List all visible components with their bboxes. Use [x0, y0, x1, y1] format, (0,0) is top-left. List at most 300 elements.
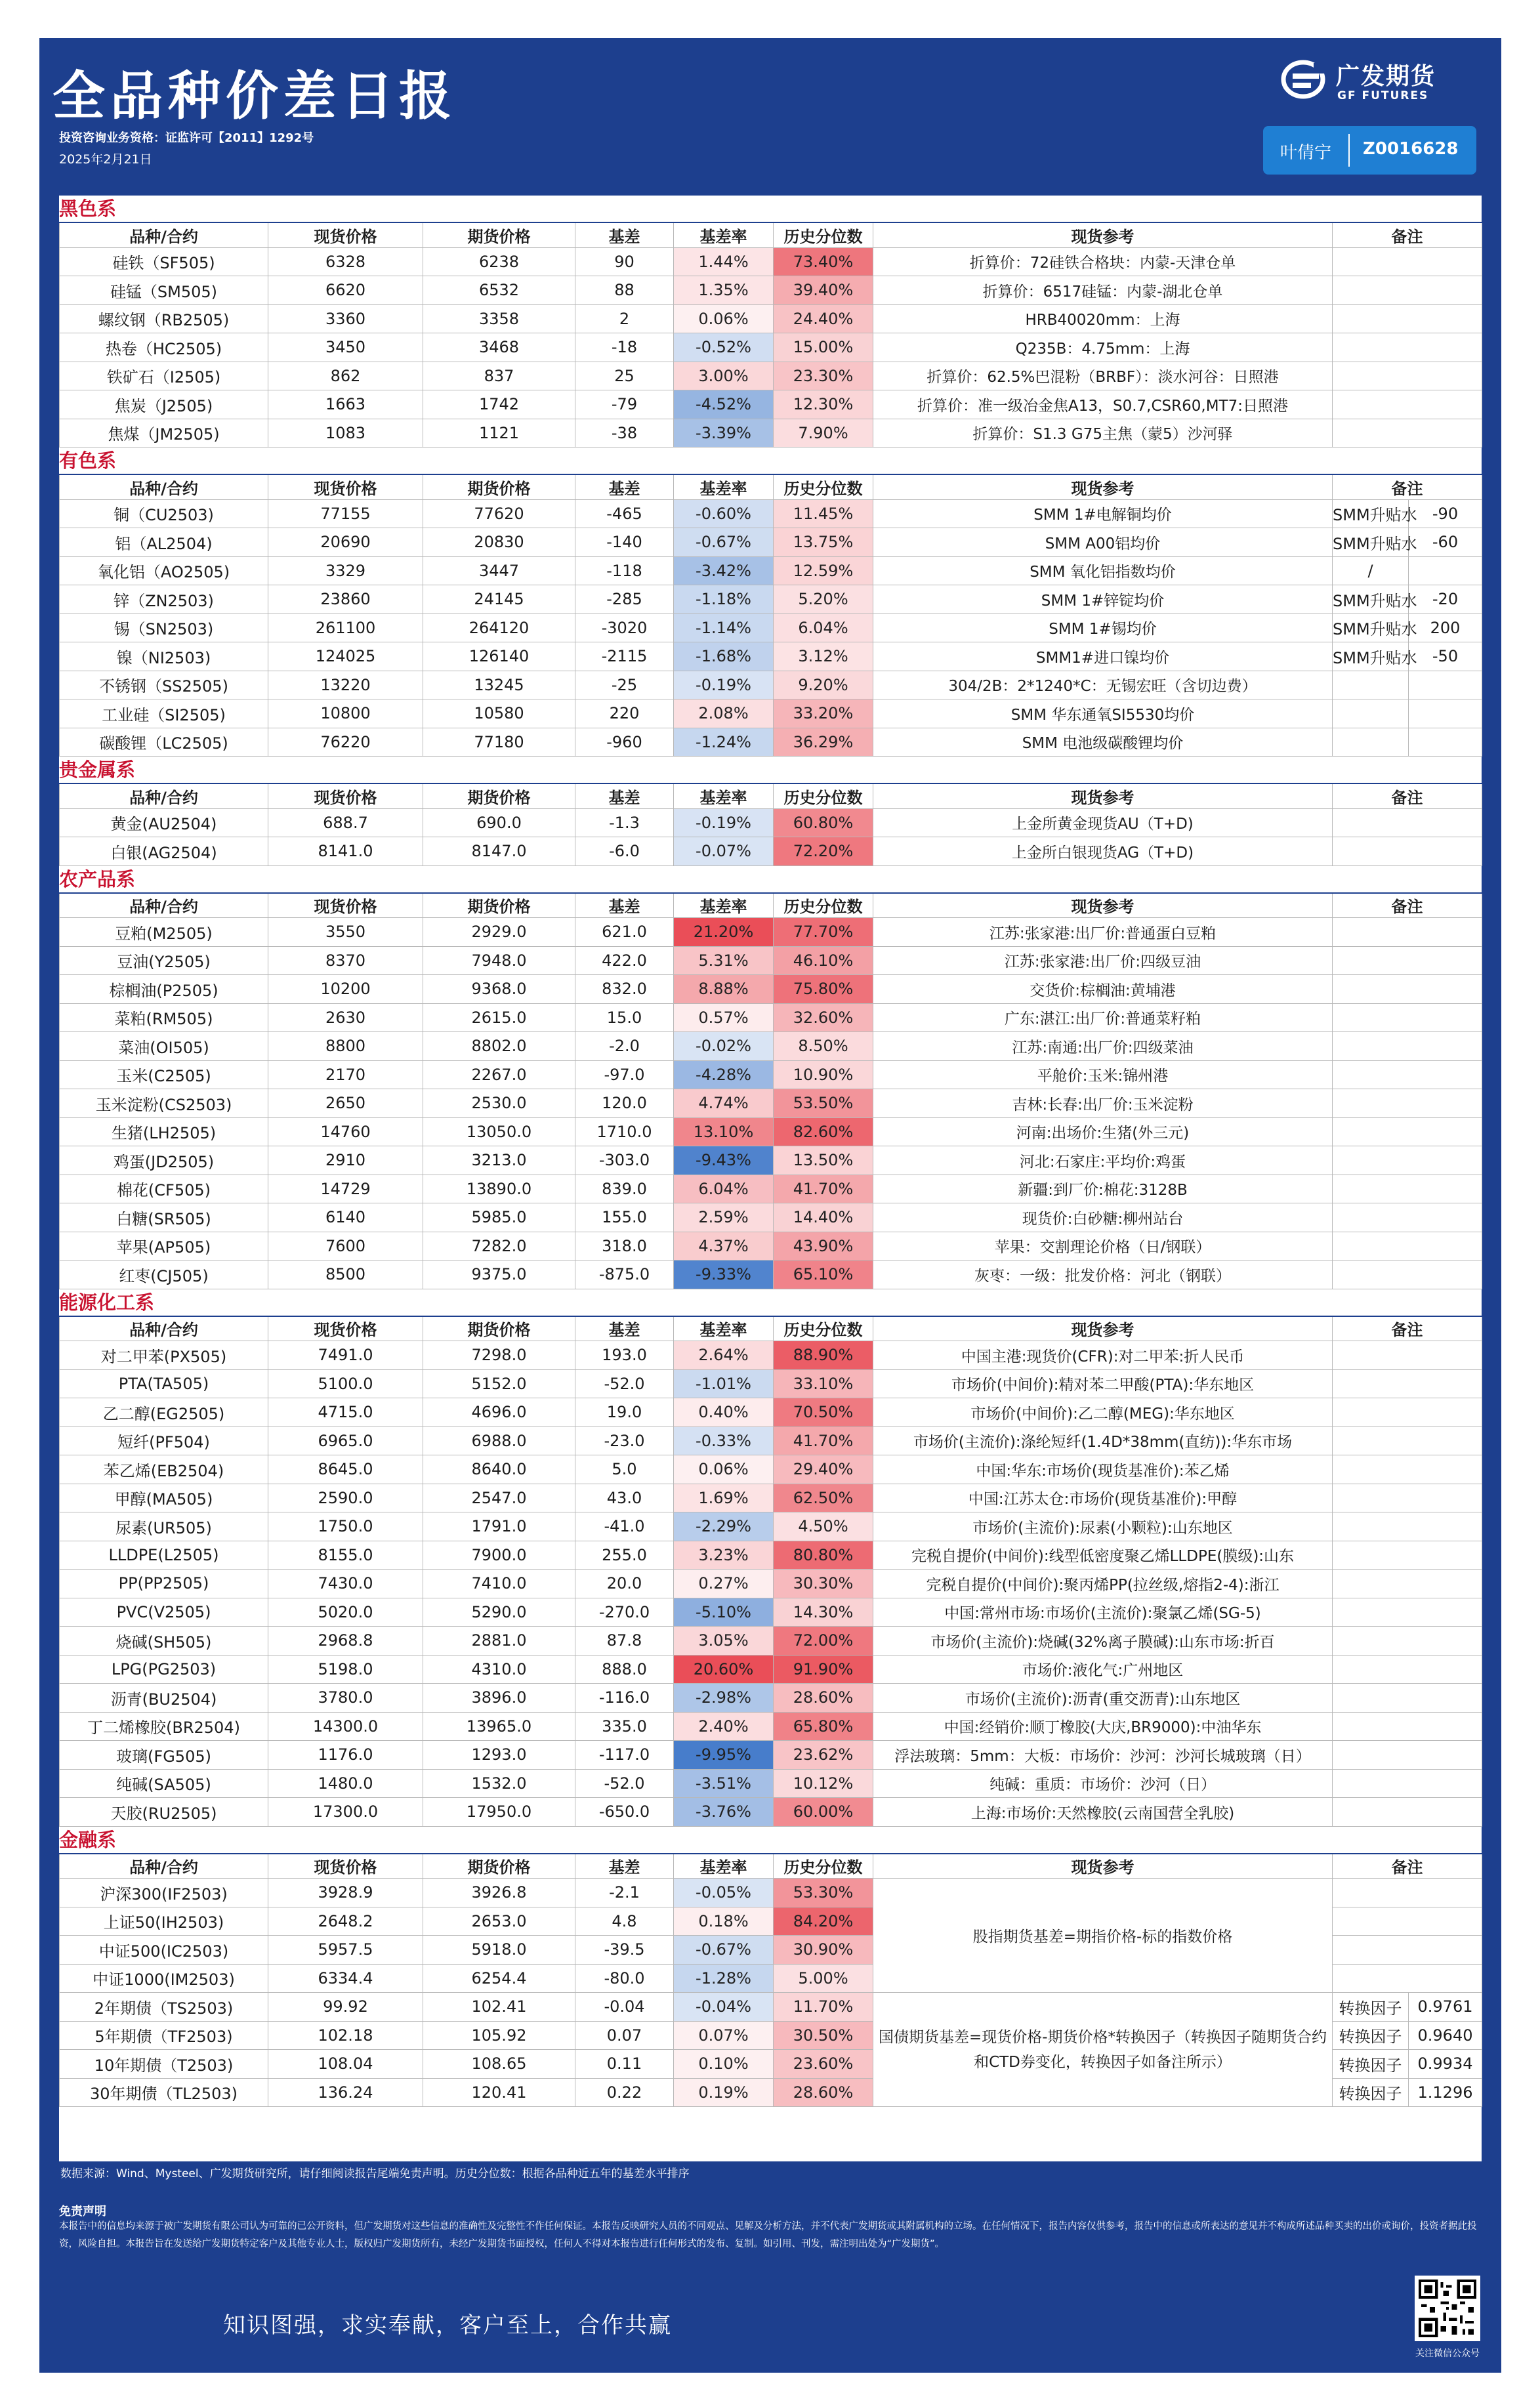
table-row	[60, 1512, 1482, 1541]
contract-cell: 玉米淀粉(CS2503)	[60, 1089, 268, 1118]
note-label-cell: 转换因子	[1333, 1993, 1409, 2022]
basis-cell: 15.0	[575, 1003, 674, 1032]
basis-cell: 621.0	[575, 918, 674, 947]
futures-price-cell: 2615.0	[423, 1003, 575, 1032]
spot-price-cell: 7600	[268, 1232, 423, 1260]
basis-rate-cell: 4.74%	[674, 1089, 774, 1118]
spot-price-cell: 99.92	[268, 1993, 423, 2022]
basis-rate-cell: -1.01%	[674, 1369, 774, 1398]
contract-cell: 铝（AL2504)	[60, 528, 268, 557]
spot-reference-cell: 市场价(主流价):沥青(重交沥青):山东地区	[873, 1684, 1333, 1713]
spot-price-cell: 6328	[268, 247, 423, 276]
spot-price-cell: 2630	[268, 1003, 423, 1032]
column-header-rate: 基差率	[674, 475, 774, 499]
column-header-basis: 基差	[575, 475, 674, 499]
report-date: 2025年2月21日	[59, 152, 152, 167]
futures-price-cell: 7948.0	[423, 946, 575, 975]
basis-cell: 318.0	[575, 1232, 674, 1260]
spot-price-cell: 23860	[268, 585, 423, 614]
table-row	[60, 1769, 1482, 1798]
column-header-rate: 基差率	[674, 223, 774, 247]
basis-cell: -80.0	[575, 1964, 674, 1993]
section-title: 金融系	[59, 1827, 1482, 1854]
futures-price-cell: 13050.0	[423, 1117, 575, 1146]
contract-cell: 天胶(RU2505)	[60, 1798, 268, 1827]
spot-reference-cell: 中国:经销价:顺丁橡胶(大庆,BR9000):中油华东	[873, 1712, 1333, 1741]
spot-price-cell: 5198.0	[268, 1655, 423, 1684]
table-header-row	[60, 894, 1482, 918]
basis-cell: -79	[575, 390, 674, 419]
contract-cell: LPG(PG2503)	[60, 1655, 268, 1684]
section-table	[59, 1854, 1482, 2108]
basis-cell: -285	[575, 585, 674, 614]
note-cell	[1333, 946, 1482, 975]
note-cell	[1333, 276, 1482, 305]
futures-price-cell: 17950.0	[423, 1798, 575, 1827]
basis-rate-cell: 3.00%	[674, 362, 774, 390]
spot-price-cell: 3550	[268, 918, 423, 947]
contract-cell: 氧化铝（AO2505)	[60, 556, 268, 585]
table-row	[60, 837, 1482, 866]
table-row	[60, 1060, 1482, 1089]
basis-rate-cell: -0.04%	[674, 1993, 774, 2022]
percentile-cell: 12.59%	[774, 556, 873, 585]
section-table	[59, 475, 1482, 757]
percentile-cell: 23.62%	[774, 1741, 873, 1770]
spot-reference-cell: 灰枣：一级：批发价格：河北（钢联）	[873, 1260, 1333, 1289]
basis-cell: -18	[575, 333, 674, 362]
column-header-ref: 现货参考	[873, 223, 1333, 247]
spot-reference-cell: 河南:出场价:生猪(外三元)	[873, 1117, 1333, 1146]
column-header-note: 备注	[1333, 475, 1482, 499]
basis-cell: -2.0	[575, 1032, 674, 1061]
spot-price-cell: 1663	[268, 390, 423, 419]
column-header-futures: 期货价格	[423, 223, 575, 247]
spot-reference-cell: HRB40020mm：上海	[873, 304, 1333, 333]
table-header-row	[60, 1854, 1482, 1879]
percentile-cell: 77.70%	[774, 918, 873, 947]
spot-price-cell: 3360	[268, 304, 423, 333]
note-value-cell	[1409, 728, 1482, 757]
contract-cell: 中证500(IC2503)	[60, 1936, 268, 1965]
spot-reference-cell: 折算价：6517硅锰：内蒙-湖北仓单	[873, 276, 1333, 305]
basis-cell: -1.3	[575, 808, 674, 837]
basis-cell: -140	[575, 528, 674, 557]
note-cell	[1333, 1060, 1482, 1089]
contract-cell: 菜油(OI505)	[60, 1032, 268, 1061]
percentile-cell: 73.40%	[774, 247, 873, 276]
basis-rate-cell: -0.60%	[674, 499, 774, 528]
futures-price-cell: 8640.0	[423, 1455, 575, 1484]
futures-price-cell: 4696.0	[423, 1398, 575, 1427]
column-header-contract: 品种/合约	[60, 475, 268, 499]
futures-price-cell: 126140	[423, 642, 575, 671]
basis-rate-cell: -9.43%	[674, 1146, 774, 1175]
note-label-cell: SMM升贴水	[1333, 642, 1409, 671]
basis-cell: -6.0	[575, 837, 674, 866]
contract-cell: 焦煤（JM2505)	[60, 419, 268, 448]
contract-cell: 对二甲苯(PX505)	[60, 1341, 268, 1370]
percentile-cell: 7.90%	[774, 419, 873, 448]
note-value-cell: -60	[1409, 528, 1482, 557]
basis-cell: -118	[575, 556, 674, 585]
table-row	[60, 1655, 1482, 1684]
basis-cell: 220	[575, 699, 674, 728]
basis-rate-cell: 2.40%	[674, 1712, 774, 1741]
percentile-cell: 39.40%	[774, 276, 873, 305]
basis-cell: 43.0	[575, 1484, 674, 1512]
basis-cell: 120.0	[575, 1089, 674, 1118]
spot-price-cell: 2590.0	[268, 1484, 423, 1512]
note-label-cell	[1333, 728, 1409, 757]
basis-rate-cell: -3.42%	[674, 556, 774, 585]
percentile-cell: 30.50%	[774, 2021, 873, 2050]
basis-rate-cell: 1.69%	[674, 1484, 774, 1512]
contract-cell: 豆油(Y2505)	[60, 946, 268, 975]
contract-cell: 白糖(SR505)	[60, 1203, 268, 1232]
contract-cell: 沥青(BU2504)	[60, 1684, 268, 1713]
spot-price-cell: 10200	[268, 975, 423, 1004]
table-header-row	[60, 475, 1482, 499]
futures-price-cell: 1121	[423, 419, 575, 448]
futures-price-cell: 2267.0	[423, 1060, 575, 1089]
spot-reference-cell: 折算价：62.5%巴混粉（BRBF）：淡水河谷：日照港	[873, 362, 1333, 390]
spot-price-cell: 688.7	[268, 808, 423, 837]
futures-price-cell: 7900.0	[423, 1541, 575, 1570]
basis-rate-cell: -3.51%	[674, 1769, 774, 1798]
contract-cell: 硅锰（SM505)	[60, 276, 268, 305]
basis-rate-cell: 3.05%	[674, 1627, 774, 1656]
percentile-cell: 60.80%	[774, 808, 873, 837]
basis-rate-cell: -4.28%	[674, 1060, 774, 1089]
spot-reference-cell: 上海:市场价:天然橡胶(云南国营全乳胶)	[873, 1798, 1333, 1827]
basis-cell: 0.07	[575, 2021, 674, 2050]
analyst-id: Z0016628	[1363, 139, 1459, 159]
futures-price-cell: 1791.0	[423, 1512, 575, 1541]
table-row	[60, 1089, 1482, 1118]
basis-rate-cell: -1.14%	[674, 614, 774, 642]
futures-price-cell: 6238	[423, 247, 575, 276]
contract-cell: 螺纹钢（RB2505)	[60, 304, 268, 333]
basis-cell: 335.0	[575, 1712, 674, 1741]
spot-reference-cell: 市场价(中间价):乙二醇(MEG):华东地区	[873, 1398, 1333, 1427]
table-row	[60, 1741, 1482, 1770]
futures-price-cell: 102.41	[423, 1993, 575, 2022]
note-label-cell	[1333, 671, 1409, 699]
futures-price-cell: 5290.0	[423, 1598, 575, 1627]
basis-rate-cell: 20.60%	[674, 1655, 774, 1684]
note-cell	[1333, 1484, 1482, 1512]
percentile-cell: 88.90%	[774, 1341, 873, 1370]
note-cell	[1333, 1879, 1482, 1907]
table-row	[60, 1260, 1482, 1289]
basis-cell: -41.0	[575, 1512, 674, 1541]
table-row	[60, 585, 1482, 614]
basis-rate-cell: 0.06%	[674, 304, 774, 333]
percentile-cell: 36.29%	[774, 728, 873, 757]
section-table	[59, 1317, 1482, 1827]
note-cell	[1333, 1907, 1482, 1936]
table-row	[60, 1798, 1482, 1827]
percentile-cell: 62.50%	[774, 1484, 873, 1512]
spot-reference-cell: 完税自提价(中间价):聚丙烯PP(拉丝级,熔指2-4):浙江	[873, 1570, 1333, 1598]
percentile-cell: 30.90%	[774, 1936, 873, 1965]
note-cell	[1333, 1398, 1482, 1427]
column-header-rate: 基差率	[674, 1854, 774, 1879]
percentile-cell: 5.20%	[774, 585, 873, 614]
note-cell	[1333, 1455, 1482, 1484]
futures-price-cell: 20830	[423, 528, 575, 557]
futures-price-cell: 9368.0	[423, 975, 575, 1004]
contract-cell: PTA(TA505)	[60, 1369, 268, 1398]
basis-rate-cell: 2.64%	[674, 1341, 774, 1370]
spot-reference-cell: 完税自提价(中间价):线型低密度聚乙烯LLDPE(膜级):山东	[873, 1541, 1333, 1570]
contract-cell: 苹果(AP505)	[60, 1232, 268, 1260]
note-cell	[1333, 1627, 1482, 1656]
table-row	[60, 975, 1482, 1004]
column-header-basis: 基差	[575, 1854, 674, 1879]
contract-cell: 棕榈油(P2505)	[60, 975, 268, 1004]
futures-price-cell: 2530.0	[423, 1089, 575, 1118]
spot-reference-cell: 市场价(主流价):尿素(小颗粒):山东地区	[873, 1512, 1333, 1541]
percentile-cell: 75.80%	[774, 975, 873, 1004]
spot-reference-cell: 市场价(主流价):涤纶短纤(1.4D*38mm(直纺)):华东市场	[873, 1427, 1333, 1455]
futures-price-cell: 77620	[423, 499, 575, 528]
column-header-basis: 基差	[575, 894, 674, 918]
column-header-pct: 历史分位数	[774, 223, 873, 247]
table-row	[60, 1484, 1482, 1512]
spot-reference-cell: Q235B：4.75mm：上海	[873, 333, 1333, 362]
spot-reference-cell: 新疆:到厂价:棉花:3128B	[873, 1175, 1333, 1203]
table-row	[60, 1712, 1482, 1741]
percentile-cell: 80.80%	[774, 1541, 873, 1570]
section-table	[59, 223, 1482, 448]
note-cell	[1333, 837, 1482, 866]
spot-price-cell: 10800	[268, 699, 423, 728]
basis-rate-cell: -1.68%	[674, 642, 774, 671]
column-header-rate: 基差率	[674, 784, 774, 808]
percentile-cell: 60.00%	[774, 1798, 873, 1827]
basis-cell: 87.8	[575, 1627, 674, 1656]
column-header-note: 备注	[1333, 223, 1482, 247]
basis-rate-cell: -0.67%	[674, 1936, 774, 1965]
basis-rate-cell: 0.07%	[674, 2021, 774, 2050]
contract-cell: 纯碱(SA505)	[60, 1769, 268, 1798]
percentile-cell: 43.90%	[774, 1232, 873, 1260]
basis-rate-cell: 0.40%	[674, 1398, 774, 1427]
note-cell	[1333, 304, 1482, 333]
percentile-cell: 13.50%	[774, 1146, 873, 1175]
spot-price-cell: 4715.0	[268, 1398, 423, 1427]
contract-cell: PP(PP2505)	[60, 1570, 268, 1598]
note-value-cell	[1409, 671, 1482, 699]
contract-cell: 焦炭（J2505)	[60, 390, 268, 419]
spot-price-cell: 76220	[268, 728, 423, 757]
spot-reference-cell: 市场价:液化气:广州地区	[873, 1655, 1333, 1684]
column-header-futures: 期货价格	[423, 475, 575, 499]
note-cell	[1333, 362, 1482, 390]
basis-cell: -0.04	[575, 1993, 674, 2022]
column-header-spot: 现货价格	[268, 475, 423, 499]
spot-price-cell: 8500	[268, 1260, 423, 1289]
percentile-cell: 23.60%	[774, 2050, 873, 2079]
basis-cell: 0.22	[575, 2078, 674, 2107]
note-value-cell: -90	[1409, 499, 1482, 528]
table-header-row	[60, 784, 1482, 808]
spot-price-cell: 8645.0	[268, 1455, 423, 1484]
table-row	[60, 390, 1482, 419]
note-cell	[1333, 1541, 1482, 1570]
spot-reference-cell: SMM1#进口镍均价	[873, 642, 1333, 671]
disclaimer-title: 免责声明	[59, 2205, 106, 2218]
table-row	[60, 728, 1482, 757]
basis-cell: 25	[575, 362, 674, 390]
basis-rate-cell: 0.57%	[674, 1003, 774, 1032]
spot-reference-cell: 江苏:张家港:出厂价:四级豆油	[873, 946, 1333, 975]
note-label-cell: SMM升贴水	[1333, 614, 1409, 642]
percentile-cell: 72.00%	[774, 1627, 873, 1656]
section-table	[59, 784, 1482, 866]
basis-cell: 839.0	[575, 1175, 674, 1203]
basis-cell: 19.0	[575, 1398, 674, 1427]
spot-price-cell: 1750.0	[268, 1512, 423, 1541]
column-header-ref: 现货参考	[873, 784, 1333, 808]
table-row	[60, 528, 1482, 557]
spot-price-cell: 7491.0	[268, 1341, 423, 1370]
spot-price-cell: 136.24	[268, 2078, 423, 2107]
column-header-pct: 历史分位数	[774, 475, 873, 499]
contract-cell: 镍（NI2503)	[60, 642, 268, 671]
percentile-cell: 8.50%	[774, 1032, 873, 1061]
spot-price-cell: 17300.0	[268, 1798, 423, 1827]
futures-price-cell: 105.92	[423, 2021, 575, 2050]
column-header-note: 备注	[1333, 1317, 1482, 1341]
note-label-cell: 转换因子	[1333, 2078, 1409, 2107]
futures-price-cell: 2929.0	[423, 918, 575, 947]
spot-price-cell: 20690	[268, 528, 423, 557]
basis-cell: -97.0	[575, 1060, 674, 1089]
basis-cell: 20.0	[575, 1570, 674, 1598]
logo-chinese-name: 广发期货	[1336, 63, 1436, 90]
basis-cell: -270.0	[575, 1598, 674, 1627]
contract-cell: 中证1000(IM2503)	[60, 1964, 268, 1993]
basis-cell: -38	[575, 419, 674, 448]
percentile-cell: 12.30%	[774, 390, 873, 419]
basis-cell: -650.0	[575, 1798, 674, 1827]
spot-reference-cell: SMM A00铝均价	[873, 528, 1333, 557]
percentile-cell: 10.12%	[774, 1769, 873, 1798]
spot-reference-cell: 中国主港:现货价(CFR):对二甲苯:折人民币	[873, 1341, 1333, 1370]
futures-price-cell: 2653.0	[423, 1907, 575, 1936]
contract-cell: 鸡蛋(JD2505)	[60, 1146, 268, 1175]
percentile-cell: 24.40%	[774, 304, 873, 333]
column-header-basis: 基差	[575, 223, 674, 247]
basis-rate-cell: 1.44%	[674, 247, 774, 276]
percentile-cell: 11.45%	[774, 499, 873, 528]
note-cell	[1333, 1655, 1482, 1684]
basis-rate-cell: -9.95%	[674, 1741, 774, 1770]
note-label-cell: 转换因子	[1333, 2050, 1409, 2079]
column-header-rate: 基差率	[674, 894, 774, 918]
percentile-cell: 5.00%	[774, 1964, 873, 1993]
spot-price-cell: 8800	[268, 1032, 423, 1061]
basis-cell: -39.5	[575, 1936, 674, 1965]
percentile-cell: 30.30%	[774, 1570, 873, 1598]
spot-price-cell: 8370	[268, 946, 423, 975]
qr-caption: 关注微信公众号	[1415, 2348, 1480, 2359]
column-header-ref: 现货参考	[873, 1317, 1333, 1341]
futures-price-cell: 77180	[423, 728, 575, 757]
contract-cell: 生猪(LH2505)	[60, 1117, 268, 1146]
basis-rate-cell: -0.52%	[674, 333, 774, 362]
note-cell	[1333, 1032, 1482, 1061]
spot-price-cell: 124025	[268, 642, 423, 671]
basis-rate-cell: 21.20%	[674, 918, 774, 947]
column-header-spot: 现货价格	[268, 784, 423, 808]
percentile-cell: 15.00%	[774, 333, 873, 362]
note-value-cell: 0.9934	[1409, 2050, 1482, 2079]
note-cell	[1333, 1712, 1482, 1741]
basis-rate-cell: 0.06%	[674, 1455, 774, 1484]
spot-reference-cell: SMM 1#锡均价	[873, 614, 1333, 642]
table-row	[60, 808, 1482, 837]
spot-reference-cell: 纯碱：重质：市场价：沙河（日）	[873, 1769, 1333, 1798]
percentile-cell: 14.30%	[774, 1598, 873, 1627]
table-row	[60, 499, 1482, 528]
basis-rate-cell: -1.24%	[674, 728, 774, 757]
note-cell	[1333, 1232, 1482, 1260]
futures-price-cell: 3468	[423, 333, 575, 362]
column-header-spot: 现货价格	[268, 223, 423, 247]
column-header-basis: 基差	[575, 1317, 674, 1341]
basis-rate-cell: 2.59%	[674, 1203, 774, 1232]
note-cell	[1333, 1798, 1482, 1827]
basis-rate-cell: 0.10%	[674, 2050, 774, 2079]
table-row	[60, 1203, 1482, 1232]
percentile-cell: 28.60%	[774, 2078, 873, 2107]
table-row	[60, 1455, 1482, 1484]
contract-cell: 烧碱(SH505)	[60, 1627, 268, 1656]
note-label-cell: SMM升贴水	[1333, 585, 1409, 614]
column-header-pct: 历史分位数	[774, 1317, 873, 1341]
futures-price-cell: 13245	[423, 671, 575, 699]
contract-cell: 铜（CU2503)	[60, 499, 268, 528]
basis-rate-cell: 6.04%	[674, 1175, 774, 1203]
basis-cell: -117.0	[575, 1741, 674, 1770]
basis-rate-cell: -0.19%	[674, 671, 774, 699]
table-row	[60, 1146, 1482, 1175]
note-cell	[1333, 1175, 1482, 1203]
spot-price-cell: 5100.0	[268, 1369, 423, 1398]
spot-reference-cell: 国债期货基差=现货价格-期货价格*转换因子（转换因子随期货合约和CTD券变化，转换因子如备注所示）	[873, 1993, 1333, 2107]
basis-cell: -3020	[575, 614, 674, 642]
futures-price-cell: 6532	[423, 276, 575, 305]
futures-price-cell: 10580	[423, 699, 575, 728]
contract-cell: 工业硅（SI2505)	[60, 699, 268, 728]
note-value-cell: 1.1296	[1409, 2078, 1482, 2107]
spot-price-cell: 6620	[268, 276, 423, 305]
spot-reference-cell: 苹果：交割理论价格（日/钢联）	[873, 1232, 1333, 1260]
basis-cell: -2.1	[575, 1879, 674, 1907]
report-title: 全品种价差日报	[52, 65, 457, 127]
note-cell	[1333, 1427, 1482, 1455]
table-row	[60, 1117, 1482, 1146]
futures-price-cell: 4310.0	[423, 1655, 575, 1684]
contract-cell: 红枣(CJ505)	[60, 1260, 268, 1289]
spot-reference-cell: 折算价：72硅铁合格块：内蒙-天津仓单	[873, 247, 1333, 276]
futures-price-cell: 5152.0	[423, 1369, 575, 1398]
contract-cell: 丁二烯橡胶(BR2504)	[60, 1712, 268, 1741]
